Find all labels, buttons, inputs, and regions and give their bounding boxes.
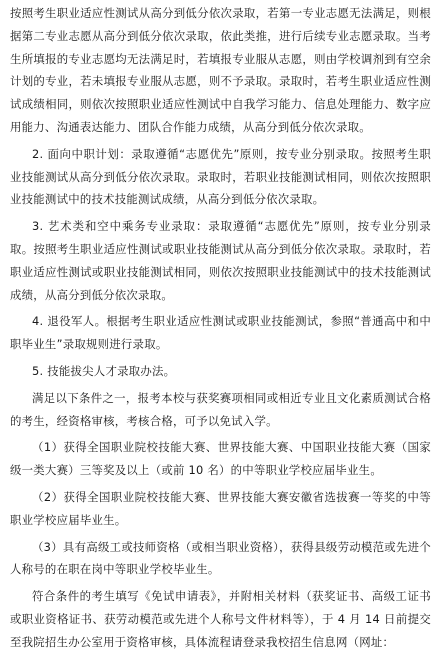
paragraph-admission-rules: 按照考生职业适应性测试从高分到低分依次录取，若第一专业志愿无法满足，则根据第二专业志愿从高分到低分依次录取，依此类推，进行后续专业志愿录取。当考生所填报的专业志愿均无法满足时，若填报专业服从志愿，则由学校调剂到有空余计划的专业，若未填报专业服从志愿，则不予录取。录取时，若考生职业适应性测试成绩相同，则依次按照职业适应性测试中自我学习能力、信息处理能力、数字应用能力、沟通表达能力、团队合作能力成绩，从高分到低分依次录取。 [10, 6, 431, 134]
paragraph-exemption-conditions: 满足以下条件之一，报考本校与获奖赛项相同或相近专业且文化素质测试合格的考生，经资格审核，考核合格，可予以免试入学。 [10, 390, 431, 428]
paragraph-veterans: 4. 退役军人。根据考生职业适应性测试或职业技能测试，参照“普通高中和中职毕业生”录取规则进行录取。 [10, 314, 431, 352]
paragraph-condition-3: （3）具有高级工或技师资格（或相当职业资格），获得县级劳动模范或先进个人称号的在职在岗中等职业学校毕业生。 [10, 539, 431, 577]
paragraph-application-procedure: 符合条件的考生填写《免试申请表》，并附相关材料（获奖证书、高级工证书或职业资格证书、获劳动模范或先进个人称号文件材料等），于 4 月 14 日前提交至我院招生办公室用于资格审核，具体流程请登录我校招生信息网（网址： [10, 589, 431, 649]
paragraph-arts-aviation: 3. 艺术类和空中乘务专业录取：录取遵循“志愿优先”原则，按专业分别录取。按照考生职业适应性测试或职业技能测试从高分到低分依次录取。录取时，若职业适应性测试或职业技能测试相同，则依次按照职业技能测试中的技术技能测试成绩，从高分到低分依次录取。 [10, 219, 431, 302]
paragraph-vocational-plan: 2. 面向中职计划：录取遵循“志愿优先”原则，按专业分别录取。按照考生职业技能测试从高分到低分依次录取。录取时，若职业技能测试相同，则依次按照职业技能测试中的技术技能测试成绩，从高分到低分依次录取。 [10, 146, 431, 207]
paragraph-condition-2: （2）获得全国职业院校技能大赛、世界技能大赛安徽省选拔赛一等奖的中等职业学校应届毕业生。 [10, 489, 431, 527]
paragraph-top-talent-heading: 5. 技能拔尖人才录取办法。 [32, 363, 176, 378]
paragraph-condition-1: （1）获得全国职业院校技能大赛、世界技能大赛、中国职业技能大赛（国家级一类大赛）三等奖及以上（或前 10 名）的中等职业学校应届毕业生。 [10, 440, 431, 478]
